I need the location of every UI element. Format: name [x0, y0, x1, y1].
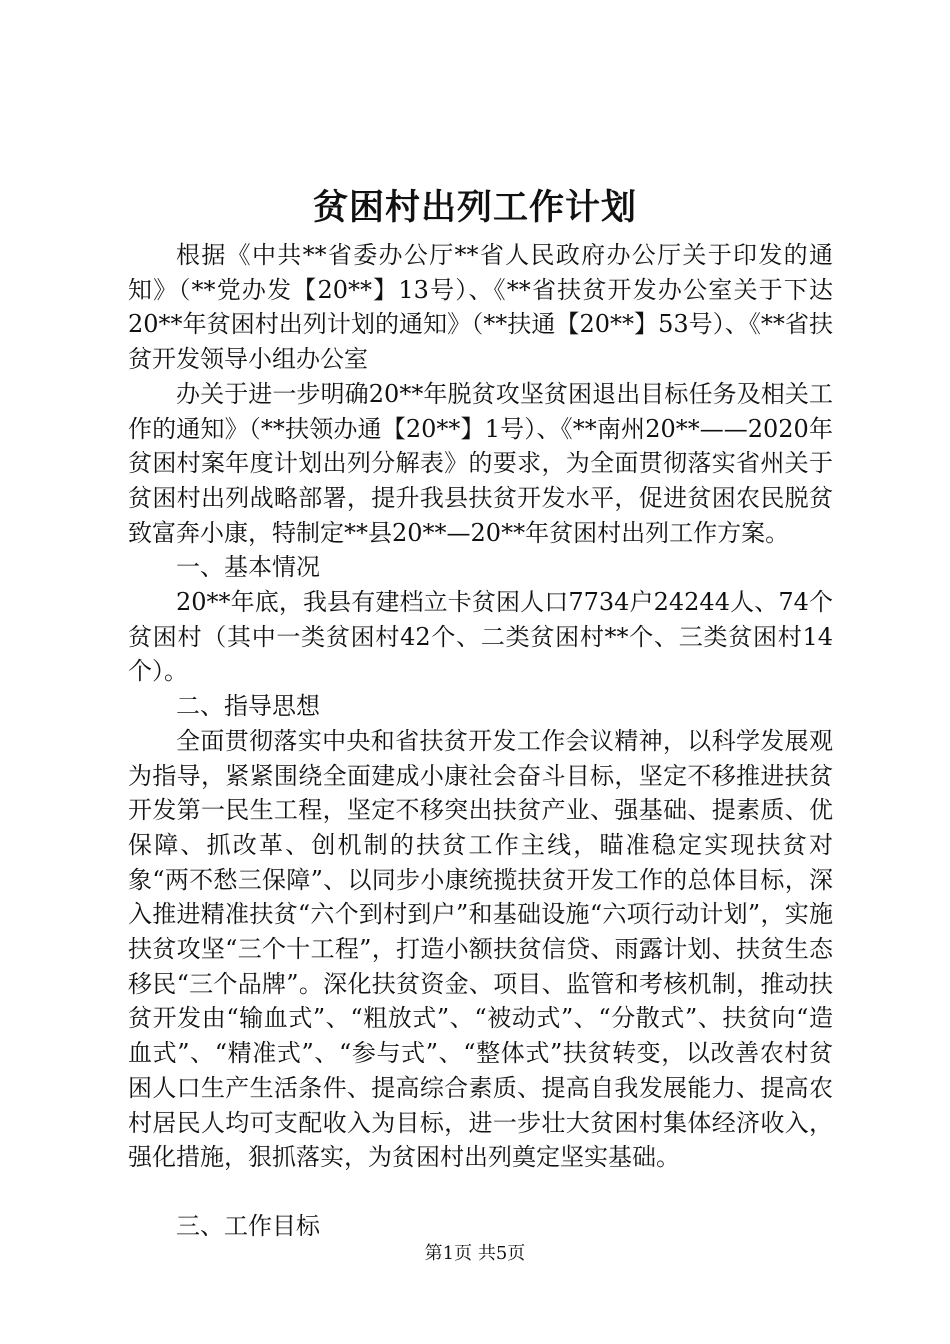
paragraph: 根据《中共**省委办公厅**省人民政府办公厅关于印发的通知》（**党办发【20**】13号）、《**省扶贫开发办公室关于下达20**年贫困村出列计划的通知》（**扶通【20**】53号）、《**省扶贫开发领导小组办公室: [128, 241, 833, 374]
section-heading: 三、工作目标: [176, 1211, 320, 1240]
document-title: 贫困村出列工作计划: [312, 187, 637, 228]
paragraph: 办关于进一步明确20**年脱贫攻坚贫困退出目标任务及相关工作的通知》（**扶领办通【20**】1号）、《**南州20**——2020年贫困村案年度计划出列分解表》的要求，为全面贯彻落实省州关于贫困村出列战略部署，提升我县扶贫开发水平，促进贫困农民脱贫致富奔小康，特制定**县20**—20**年贫困村出列工作方案。: [128, 379, 833, 547]
page-footer: 第1页 共5页: [424, 1243, 526, 1264]
document-body: [128, 238, 833, 1244]
section-heading: 一、基本情况: [176, 553, 320, 582]
paragraph: 20**年底，我县有建档立卡贫困人口7734户24244人、74个贫困村（其中一类贫困村42个、二类贫困村**个、三类贫困村14个）。: [128, 588, 833, 686]
section-heading: 二、指导思想: [176, 692, 320, 721]
paragraph: 全面贯彻落实中央和省扶贫开发工作会议精神，以科学发展观为指导，紧紧围绕全面建成小康社会奋斗目标，坚定不移推进扶贫开发第一民生工程，坚定不移突出扶贫产业、强基础、提素质、优保障、抓改革、创机制的扶贫工作主线，瞄准稳定实现扶贫对象“两不愁三保障”、以同步小康统揽扶贫开发工作的总体目标，深入推进精准扶贫“六个到村到户”和基础设施“六项行动计划”，实施扶贫攻坚“三个十工程”，打造小额扶贫信贷、雨露计划、扶贫生态移民“三个品牌”。深化扶贫资金、项目、监管和考核机制，推动扶贫开发由“输血式”、“粗放式”、“被动式”、“分散式”、扶贫向“造血式”、“精准式”、“参与式”、“整体式”扶贫转变，以改善农村贫困人口生产生活条件、提高综合素质、提高自我发展能力、提高农村居民人均可支配收入为目标，进一步壮大贫困村集体经济收入，强化措施，狠抓落实，为贫困村出列奠定坚实基础。: [128, 726, 833, 1172]
